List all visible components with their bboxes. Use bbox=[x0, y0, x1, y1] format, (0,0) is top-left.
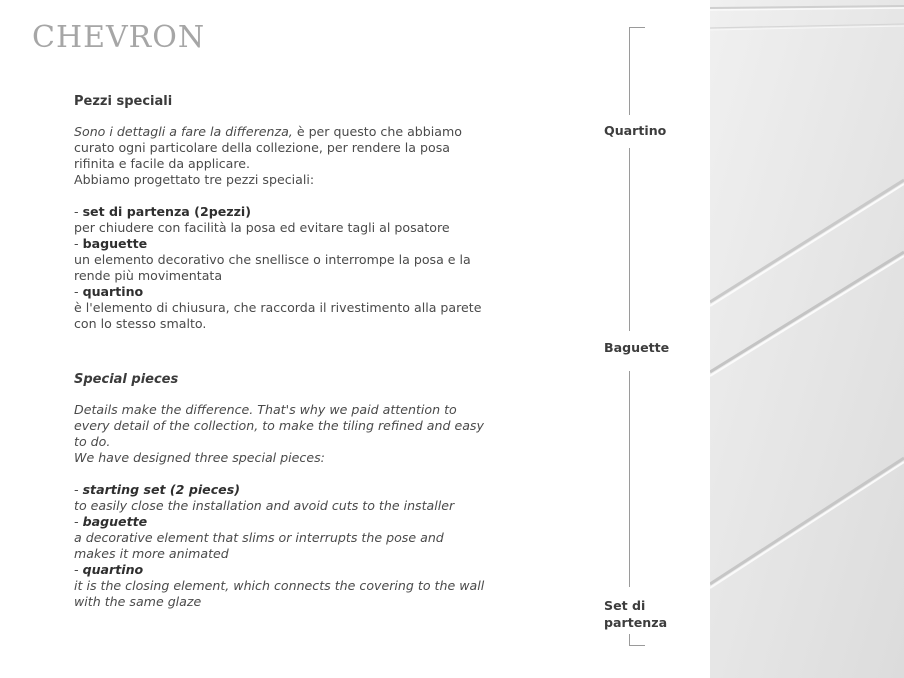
english-section bbox=[74, 372, 486, 610]
italian-item-title: - set di partenza (2pezzi) bbox=[74, 204, 251, 219]
bracket-line-1 bbox=[629, 27, 630, 115]
label-baguette: Baguette bbox=[604, 340, 670, 355]
english-heading: Special pieces bbox=[74, 372, 179, 387]
bracket-line-3 bbox=[629, 371, 630, 587]
italian-intro-line2: Abbiamo progettato tre pezzi speciali: bbox=[74, 172, 315, 187]
label-quartino: Quartino bbox=[604, 123, 667, 138]
bracket-line-4 bbox=[629, 634, 630, 645]
tile-photo bbox=[710, 0, 904, 678]
english-item-title: - starting set (2 pieces) bbox=[74, 482, 240, 497]
bracket-top-tick bbox=[629, 27, 645, 28]
english-item-desc: to easily close the installation and avoid cuts to the installer bbox=[74, 498, 455, 513]
italian-item-title: - baguette bbox=[74, 236, 148, 251]
italian-intro: Sono i dettagli a fare la differenza, è per questo che abbiamo curato ogni particolare della collezione, per rendere la posa rifinita e facile da applicare. bbox=[74, 124, 462, 171]
italian-item-desc: un elemento decorativo che snellisce o interrompe la posa e la rende più movimentata bbox=[74, 252, 471, 283]
italian-heading: Pezzi speciali bbox=[74, 94, 173, 109]
english-intro-line2: We have designed three special pieces: bbox=[74, 450, 325, 465]
italian-section bbox=[74, 94, 486, 332]
tile-relief-image bbox=[710, 0, 904, 678]
english-item-desc: a decorative element that slims or interrupts the pose and makes it more animated bbox=[74, 530, 444, 561]
italian-item-desc: è l'elemento di chiusura, che raccorda il rivestimento alla parete con lo stesso smalto. bbox=[74, 300, 482, 331]
bracket-bottom-tick bbox=[629, 645, 645, 646]
bracket-line-2 bbox=[629, 148, 630, 331]
italian-item-desc: per chiudere con facilità la posa ed evitare tagli al posatore bbox=[74, 220, 450, 235]
english-item-title: - baguette bbox=[74, 514, 148, 529]
english-intro: Details make the difference. That's why we paid attention to every detail of the collection, to make the tiling refined and easy to do. bbox=[74, 402, 484, 449]
english-item-desc: it is the closing element, which connects the covering to the wall with the same glaze bbox=[74, 578, 485, 609]
italian-item-title: - quartino bbox=[74, 284, 144, 299]
label-set-partenza: Set di partenza bbox=[604, 598, 668, 630]
brand-title: CHEVRON bbox=[32, 20, 206, 55]
english-item-title: - quartino bbox=[74, 562, 144, 577]
